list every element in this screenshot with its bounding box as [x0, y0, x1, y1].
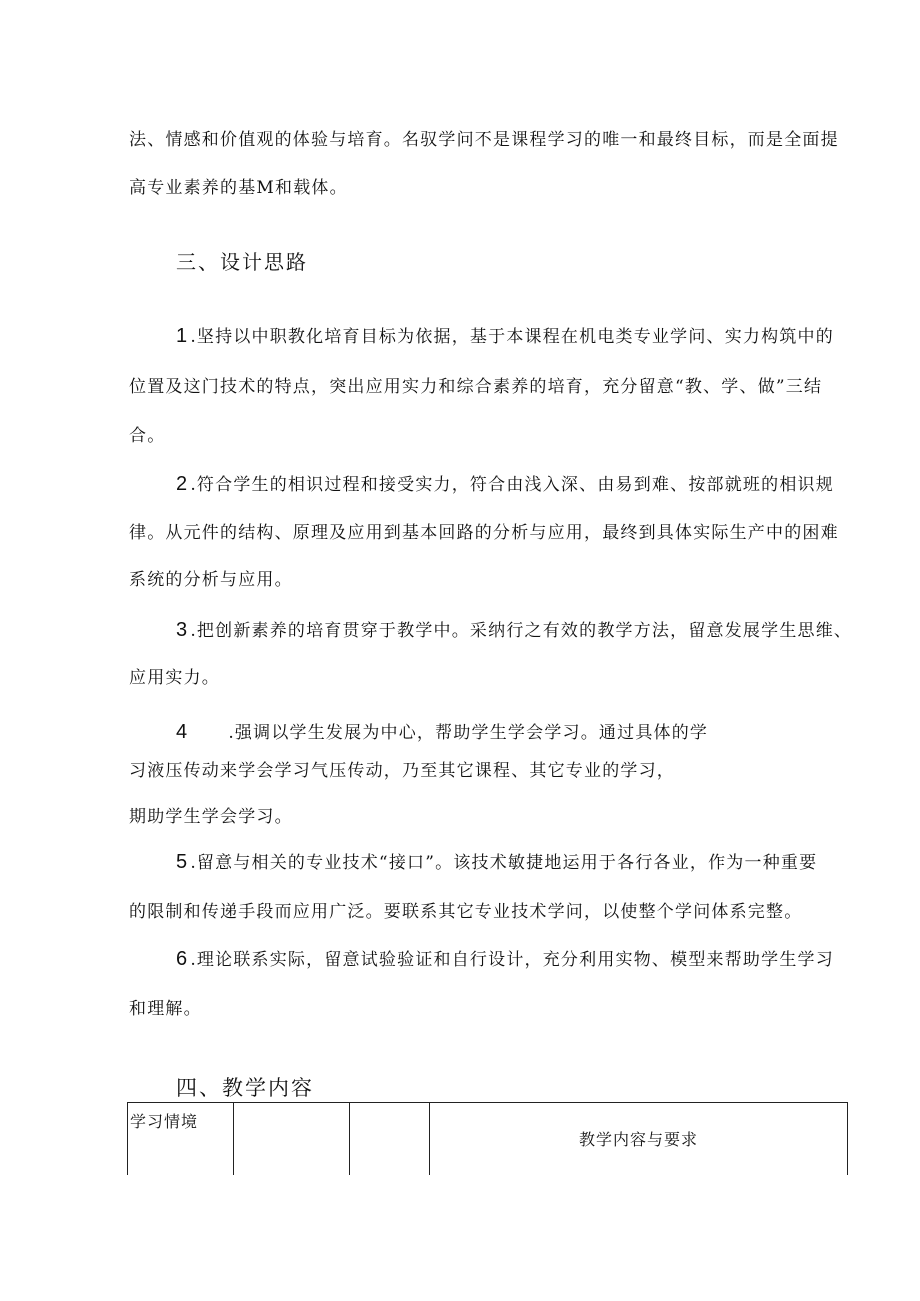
list-item-number: 1 [176, 325, 189, 347]
table-header-cell: 学习情境 [128, 1103, 234, 1175]
list-item-6-line-1: 6 .理论联系实际，留意试验验证和自行设计，充分利用实物、模型来帮助学生学习 [176, 948, 834, 970]
table-header-cell [234, 1103, 350, 1175]
teaching-content-table [127, 1102, 848, 1175]
paragraph-text: 位置及这门技术的特点，突出应用实力和综合素养的培育，充分留意“教、学、做”三结 [129, 377, 823, 397]
list-item-number: 3 [176, 619, 189, 641]
paragraph-text: 系统的分析与应用。 [129, 570, 293, 590]
table-header-cell [350, 1103, 430, 1175]
list-item-number: 4 [176, 721, 189, 743]
paragraph-text: 的限制和传递手段而应用广泛。要联系其它专业技术学问，以使整个学问体系完整。 [129, 902, 803, 922]
paragraph-text: 和理解。 [129, 999, 202, 1019]
list-item-2-line-1: 2 .符合学生的相识过程和接受实力，符合由浅入深、由易到难、按部就班的相识规 [176, 473, 834, 495]
paragraph-text: 合。 [129, 426, 166, 446]
paragraph-text: 法、情感和价值观的体验与培育。名驭学问不是课程学习的唯一和最终目标，而是全面提 [129, 130, 839, 150]
paragraph-text: 高专业素养的基M和载体。 [129, 178, 348, 198]
paragraph-text: 应用实力。 [129, 668, 220, 688]
paragraph-text: 律。从元件的结构、原理及应用到基本回路的分析与应用，最终到具体实际生产中的困难 [129, 523, 839, 543]
list-item-number: 2 [176, 473, 189, 495]
list-item-4-line-1: 4 .强调以学生发展为中心，帮助学生学会学习。通过具体的学 [176, 721, 709, 743]
table-header-row [128, 1103, 848, 1175]
section-heading-design: 三、设计思路 [176, 250, 308, 274]
list-item-number: 6 [176, 948, 189, 970]
paragraph-text: 习液压传动来学会学习气压传动，乃至其它课程、其它专业的学习， [129, 761, 675, 781]
paragraph-text: 期助学生学会学习。 [129, 807, 293, 827]
list-item-1-line-1: 1 .坚持以中职教化培育目标为依据，基于本课程在机电类专业学问、实力构筑中的 [176, 325, 834, 347]
list-item-3-line-1: 3 .把创新素养的培育贯穿于教学中。采纳行之有效的教学方法，留意发展学生思维、 [176, 619, 853, 641]
list-item-number: 5 [176, 851, 189, 873]
list-item-5-line-1: 5 .留意与相关的专业技术“接口”。该技术敏捷地运用于各行各业，作为一种重要 [176, 851, 818, 873]
section-heading-content: 四、教学内容 [176, 1076, 314, 1100]
table-header-cell: 教学内容与要求 [430, 1103, 848, 1175]
